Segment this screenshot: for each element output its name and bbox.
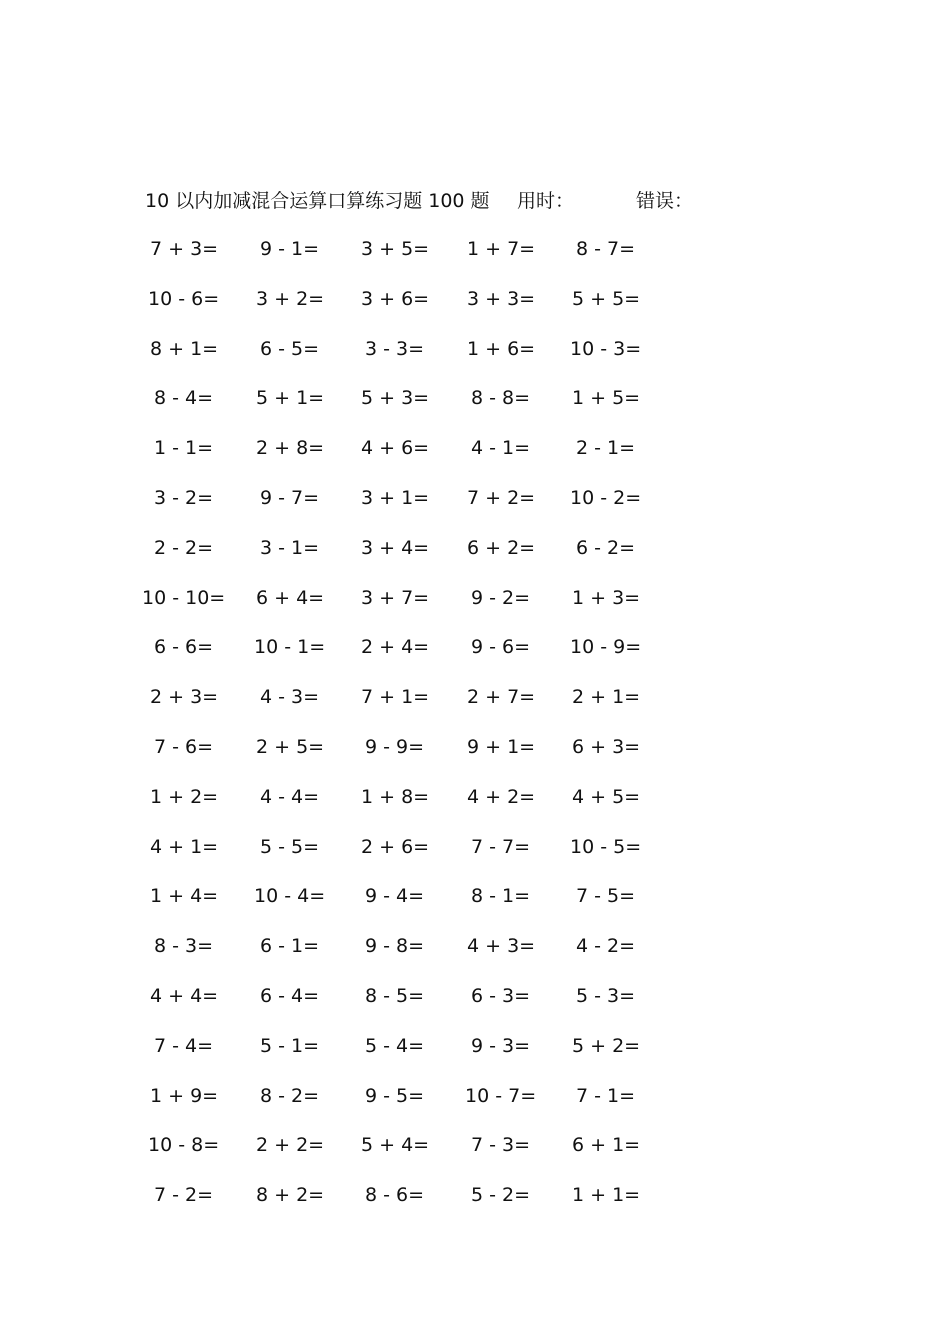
arithmetic-problem: 9 - 9= xyxy=(365,736,425,758)
arithmetic-problem: 9 - 6= xyxy=(471,636,531,659)
arithmetic-problem: 1 + 6= xyxy=(467,337,536,360)
arithmetic-problem: 10 - 3= xyxy=(570,337,642,360)
arithmetic-problem: 3 + 4= xyxy=(361,536,430,559)
arithmetic-problem: 3 + 2= xyxy=(256,287,325,310)
arithmetic-problem: 5 - 2= xyxy=(471,1184,531,1207)
arithmetic-problem: 9 - 4= xyxy=(365,885,425,908)
arithmetic-problem: 1 + 7= xyxy=(467,238,536,260)
arithmetic-problem: 8 - 2= xyxy=(260,1084,320,1107)
arithmetic-problem: 3 + 3= xyxy=(467,287,536,310)
arithmetic-problem: 2 + 7= xyxy=(467,686,536,709)
arithmetic-problem: 1 + 5= xyxy=(572,387,641,410)
arithmetic-problem: 3 + 1= xyxy=(361,487,430,509)
arithmetic-problem: 5 - 4= xyxy=(365,1034,425,1057)
arithmetic-problem: 8 - 4= xyxy=(154,387,214,410)
arithmetic-problem: 8 - 8= xyxy=(471,387,531,410)
arithmetic-problem: 9 - 7= xyxy=(260,487,320,509)
arithmetic-problem: 3 - 1= xyxy=(260,536,320,559)
arithmetic-problem: 1 + 9= xyxy=(150,1084,219,1107)
arithmetic-problem: 10 - 10= xyxy=(142,586,226,609)
arithmetic-problem: 5 + 1= xyxy=(256,387,325,410)
arithmetic-problem: 3 + 6= xyxy=(361,287,430,310)
arithmetic-problem: 2 + 2= xyxy=(256,1134,325,1157)
arithmetic-problem: 5 + 5= xyxy=(572,287,641,310)
arithmetic-problem: 7 - 2= xyxy=(154,1184,214,1207)
arithmetic-problem: 8 - 6= xyxy=(365,1184,425,1207)
arithmetic-problem: 6 - 5= xyxy=(260,337,320,360)
arithmetic-problem: 6 + 2= xyxy=(467,536,536,559)
arithmetic-problem: 2 + 5= xyxy=(256,736,325,758)
time-used-label: 用时： xyxy=(517,190,575,212)
arithmetic-problem: 10 - 9= xyxy=(570,636,642,659)
arithmetic-problem: 10 - 1= xyxy=(254,636,326,659)
arithmetic-problem: 7 - 4= xyxy=(154,1034,214,1057)
arithmetic-problem: 5 + 2= xyxy=(572,1034,641,1057)
arithmetic-problem: 9 - 1= xyxy=(260,238,320,260)
arithmetic-problem: 4 + 5= xyxy=(572,785,641,808)
arithmetic-problem: 7 - 1= xyxy=(576,1084,636,1107)
arithmetic-problem: 7 - 5= xyxy=(576,885,636,908)
arithmetic-problem: 3 - 2= xyxy=(154,487,214,509)
arithmetic-problem: 7 + 2= xyxy=(467,487,536,509)
arithmetic-problem: 9 + 1= xyxy=(467,736,536,758)
arithmetic-problem: 8 - 7= xyxy=(576,238,636,260)
arithmetic-problem: 5 - 1= xyxy=(260,1034,320,1057)
arithmetic-problem: 6 + 4= xyxy=(256,586,325,609)
arithmetic-problem: 1 + 8= xyxy=(361,785,430,808)
arithmetic-problem: 10 - 7= xyxy=(465,1084,537,1107)
arithmetic-problem: 9 - 5= xyxy=(365,1084,425,1107)
arithmetic-problem: 7 - 6= xyxy=(154,736,214,758)
arithmetic-problem: 5 + 4= xyxy=(361,1134,430,1157)
arithmetic-problem: 10 - 5= xyxy=(570,835,642,858)
arithmetic-problem: 3 + 5= xyxy=(361,238,430,260)
arithmetic-problem: 4 + 6= xyxy=(361,437,430,460)
arithmetic-problem: 9 - 3= xyxy=(471,1034,531,1057)
arithmetic-problem: 8 + 1= xyxy=(150,337,219,360)
arithmetic-problem: 1 + 1= xyxy=(572,1184,641,1207)
arithmetic-problem: 7 - 7= xyxy=(471,835,531,858)
arithmetic-problem: 6 - 1= xyxy=(260,935,320,958)
arithmetic-problem: 3 - 3= xyxy=(365,337,425,360)
arithmetic-problem: 8 - 1= xyxy=(471,885,531,908)
arithmetic-problem: 4 - 3= xyxy=(260,686,320,709)
arithmetic-problem: 4 - 2= xyxy=(576,935,636,958)
arithmetic-problem: 7 + 1= xyxy=(361,686,430,709)
arithmetic-problem: 2 + 4= xyxy=(361,636,430,659)
arithmetic-problem: 4 - 4= xyxy=(260,785,320,808)
arithmetic-problem: 4 + 3= xyxy=(467,935,536,958)
arithmetic-problem: 5 + 3= xyxy=(361,387,430,410)
arithmetic-problem: 10 - 6= xyxy=(148,287,220,310)
arithmetic-problem: 5 - 5= xyxy=(260,835,320,858)
arithmetic-problem: 7 + 3= xyxy=(150,238,219,260)
arithmetic-problem: 9 - 2= xyxy=(471,586,531,609)
arithmetic-problem: 8 + 2= xyxy=(256,1184,325,1207)
arithmetic-problem: 10 - 2= xyxy=(570,487,642,509)
arithmetic-problem: 10 - 8= xyxy=(148,1134,220,1157)
arithmetic-problem: 4 + 1= xyxy=(150,835,219,858)
arithmetic-problem: 7 - 3= xyxy=(471,1134,531,1157)
arithmetic-problem: 4 - 1= xyxy=(471,437,531,460)
arithmetic-problem: 6 + 3= xyxy=(572,736,641,758)
arithmetic-problem: 9 - 8= xyxy=(365,935,425,958)
errors-label: 错误： xyxy=(636,190,694,212)
arithmetic-problem: 8 - 5= xyxy=(365,985,425,1007)
arithmetic-problem: 2 + 1= xyxy=(572,686,641,709)
arithmetic-problem: 6 + 1= xyxy=(572,1134,641,1157)
arithmetic-problem: 2 + 3= xyxy=(150,686,219,709)
arithmetic-problem: 6 - 2= xyxy=(576,536,636,559)
arithmetic-problem: 4 + 2= xyxy=(467,785,536,808)
arithmetic-problem: 6 - 4= xyxy=(260,985,320,1007)
arithmetic-problem: 10 - 4= xyxy=(254,885,326,908)
arithmetic-problem: 4 + 4= xyxy=(150,985,219,1007)
arithmetic-problem: 3 + 7= xyxy=(361,586,430,609)
arithmetic-problem: 5 - 3= xyxy=(576,985,636,1007)
arithmetic-problem: 2 + 8= xyxy=(256,437,325,460)
arithmetic-problem: 2 - 2= xyxy=(154,536,214,559)
arithmetic-problem: 1 + 2= xyxy=(150,785,219,808)
arithmetic-problem: 2 + 6= xyxy=(361,835,430,858)
arithmetic-problem: 8 - 3= xyxy=(154,935,214,958)
arithmetic-problem: 2 - 1= xyxy=(576,437,636,460)
arithmetic-problem: 1 + 4= xyxy=(150,885,219,908)
worksheet-title: 10 以内加减混合运算口算练习题 100 题 xyxy=(145,190,490,212)
arithmetic-problem: 1 - 1= xyxy=(154,437,214,460)
arithmetic-problem: 1 + 3= xyxy=(572,586,641,609)
arithmetic-problem: 6 - 6= xyxy=(154,636,214,659)
arithmetic-problem: 6 - 3= xyxy=(471,985,531,1007)
